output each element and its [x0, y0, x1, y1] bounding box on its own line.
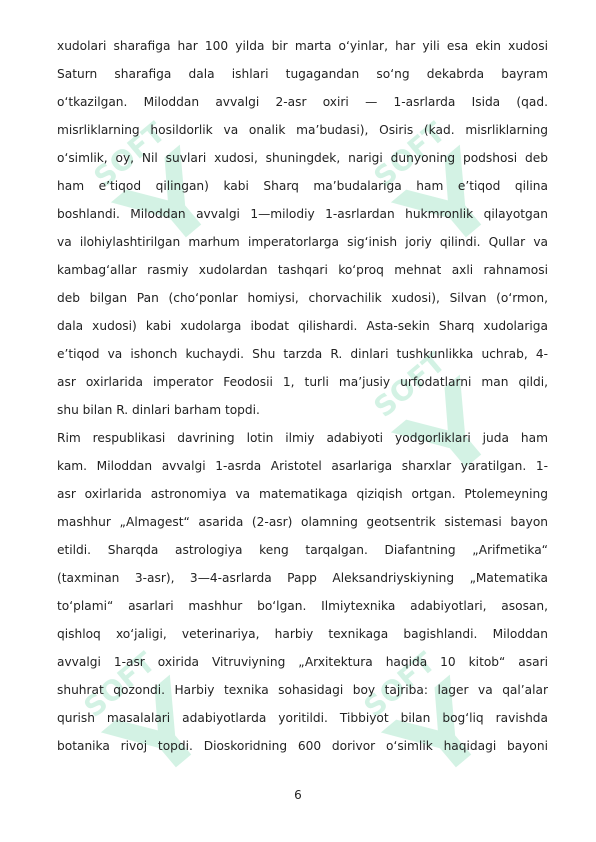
text-line: avvalgi 1-asr oxirida Vitruviyning „Arxitektura haqida 10 kitob“ asari — [57, 655, 548, 669]
text-line: (taxminan 3-asr), 3—4-asrlarda Papp Aleksandriyskiyning „Matematika — [57, 571, 548, 585]
text-line: boshlandi. Miloddan avvalgi 1—milodiy 1-asrlardan hukmronlik qilayotgan — [57, 207, 548, 221]
text-line: o‘tkazilgan. Miloddan avvalgi 2-asr oxiri — 1-asrlarda Isida (qad. — [57, 95, 548, 109]
text-line: misrliklarning hosildorlik va onalik ma’budasi), Osiris (kad. misrliklarning — [57, 123, 548, 137]
text-line: xudolari sharafiga har 100 yilda bir marta o‘yinlar, har yili esa ekin xudosi — [57, 39, 548, 53]
text-line: Rim respublikasi davrining lotin ilmiy adabiyoti yodgorliklari juda ham — [57, 431, 548, 445]
text-line: o‘simlik, oy, Nil suvlari xudosi, shuningdek, narigi dunyoning podshosi deb — [57, 151, 548, 165]
text-line: ham e’tiqod qilingan) kabi Sharq ma’budalariga ham e’tiqod qilina — [57, 179, 548, 193]
text-line: to‘plami“ asarlari mashhur bo‘lgan. Ilmiytexnika adabiyotlari, asosan, — [57, 599, 548, 613]
svg-text:SOFT: SOFT — [367, 345, 452, 424]
svg-text:SOFT: SOFT — [357, 645, 442, 724]
text-line: shu bilan R. dinlari barham topdi. — [57, 403, 260, 417]
text-line: qurish masalalari adabiyotlarda yoritildi. Tibbiyot bilan bog‘liq ravishda — [57, 711, 548, 725]
text-line: dala xudosi) kabi xudolarga ibodat qilishardi. Asta-sekin Sharq xudolariga — [57, 319, 548, 333]
text-line: deb bilgan Pan (cho‘ponlar homiysi, chorvachilik xudosi), Silvan (o‘rmon, — [57, 291, 548, 305]
text-line: shuhrat qozondi. Harbiy texnika sohasidagi boy tajriba: lager va qal’alar — [57, 683, 548, 697]
text-line: botanika rivoj topdi. Dioskoridning 600 dorivor o‘simlik haqidagi bayoni — [57, 739, 548, 753]
svg-text:SOFT: SOFT — [367, 115, 452, 194]
svg-text:SOFT: SOFT — [87, 115, 172, 194]
text-line: asr oxirlarida astronomiya va matematikaga qiziqish ortgan. Ptolemeyning — [57, 487, 548, 501]
paragraph — [57, 32, 548, 424]
text-line: va ilohiylashtirilgan marhum imperatorlarga sig‘inish joriy qilindi. Qullar va — [57, 235, 548, 249]
text-line: e’tiqod va ishonch kuchaydi. Shu tarzda R. dinlari tushkunlikka uchrab, 4- — [57, 347, 548, 361]
text-line: kambag‘allar rasmiy xudolardan tashqari ko‘proq mehnat axli rahnamosi — [57, 263, 548, 277]
text-line: qishloq xo‘jaligi, veterinariya, harbiy texnikaga bagishlandi. Miloddan — [57, 627, 548, 641]
body-text — [57, 32, 548, 760]
text-line: etildi. Sharqda astrologiya keng tarqalgan. Diafantning „Arifmetika“ — [57, 543, 548, 557]
text-line: kam. Miloddan avvalgi 1-asrda Aristotel asarlariga sharxlar yaratilgan. 1- — [57, 459, 548, 473]
text-line: Saturn sharafiga dala ishlari tugagandan so‘ng dekabrda bayram — [57, 67, 548, 81]
svg-text:SOFT: SOFT — [77, 645, 162, 724]
paragraph — [57, 424, 548, 760]
page-number: 6 — [294, 788, 302, 802]
text-line: asr oxirlarida imperator Feodosii 1, turli ma’jusiy urfodatlarni man qildi, — [57, 375, 548, 389]
text-line: mashhur „Almagest“ asarida (2-asr) olamning geotsentrik sistemasi bayon — [57, 515, 548, 529]
